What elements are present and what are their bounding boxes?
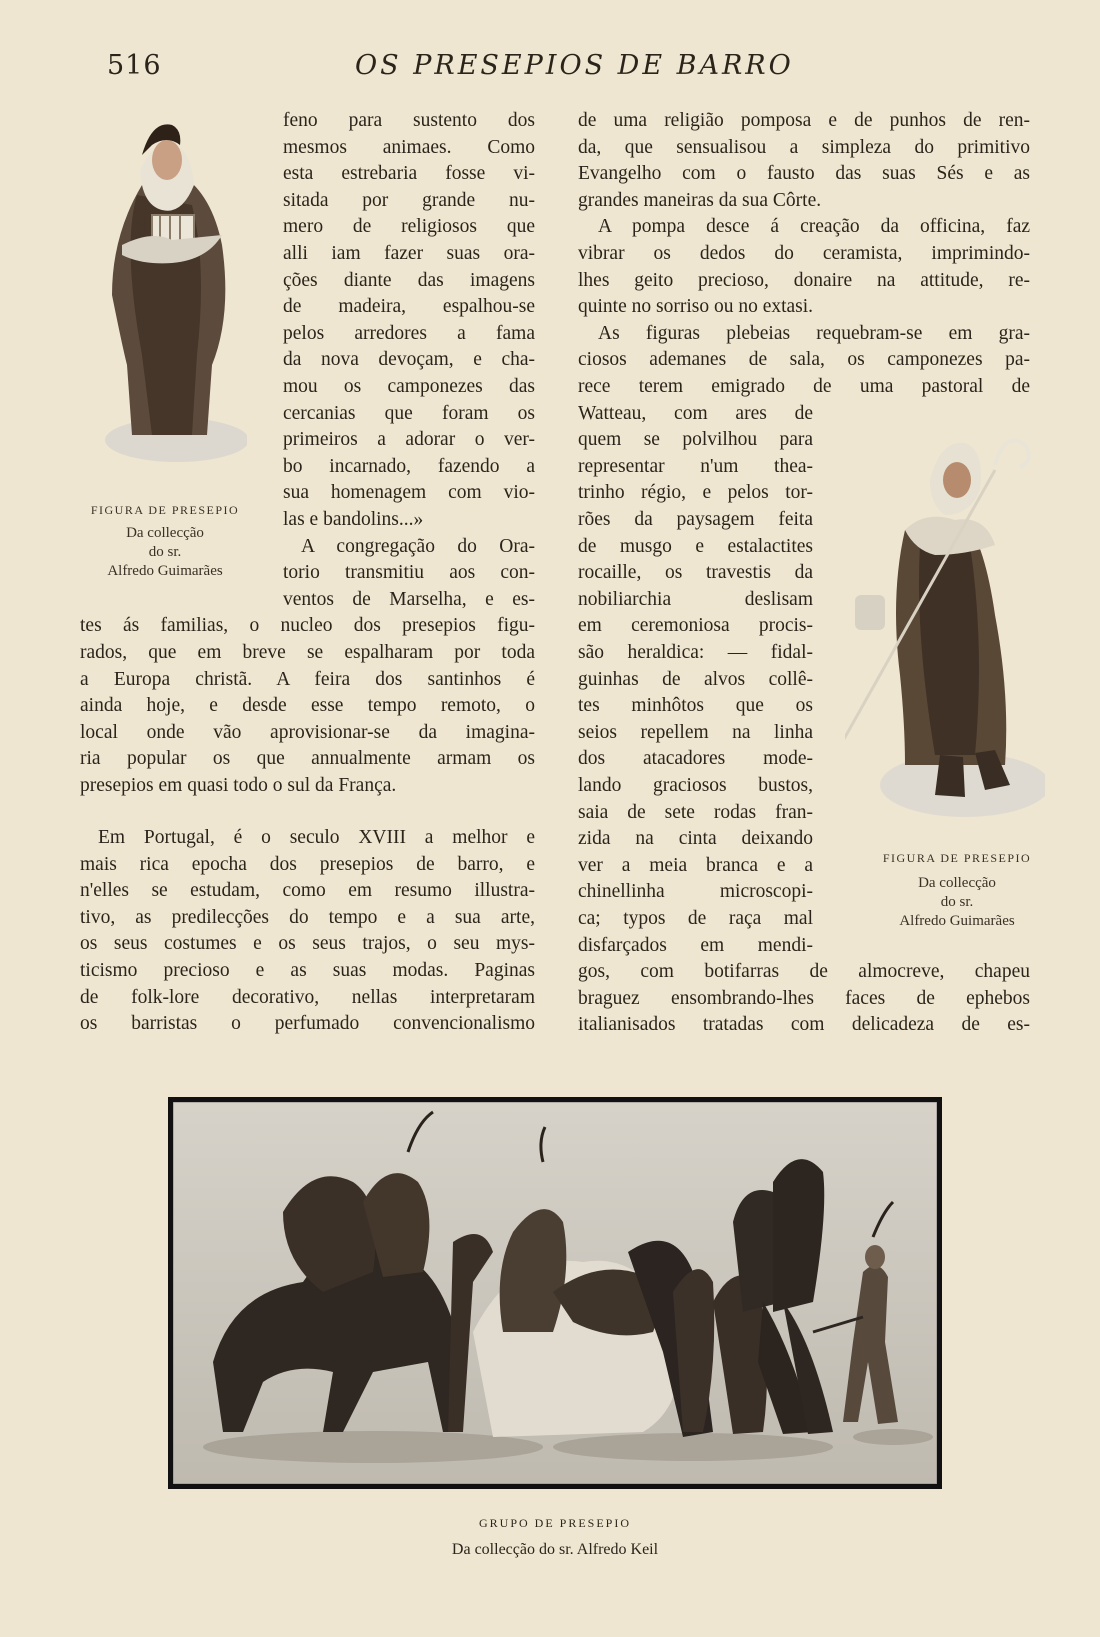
text-line: tes ás familias, o nucleo dos presepios figu- (80, 615, 535, 637)
text-line: quinte no sorriso ou no extasi. (578, 296, 814, 318)
page-title: OS PRESEPIOS DE BARRO (355, 50, 794, 81)
text-line: las e bandolins...» (283, 509, 424, 530)
text-line: pelos arredores a fama (283, 322, 535, 344)
text-line: a Europa christã. A feira dos santinhos é (80, 668, 535, 690)
text-line: mais rica epocha dos presepios de barro, e (80, 853, 535, 875)
group-photograph (168, 1097, 942, 1489)
text-line: de folk-lore decorativo, nellas interpretaram (80, 986, 535, 1008)
text-line: Em Portugal, é o seculo XVIII a melhor e (98, 827, 535, 848)
text-line: ções diante das imagens (283, 269, 535, 291)
text-line: mesmos animaes. Como (283, 136, 535, 158)
text-line: seios repellem na linha (578, 721, 813, 743)
text-line: em ceremoniosa procis- (578, 615, 813, 637)
figure-right-caption-line: do sr. (940, 894, 974, 910)
text-line: sitada por grande nu- (283, 189, 535, 211)
text-line: vibrar os dedos do ceramista, imprimindo- (578, 243, 1030, 264)
figure-left-caption-line: Alfredo Guimarães (107, 563, 223, 579)
text-line: ticismo precioso e as suas modas. Paginas (80, 960, 535, 981)
figure-left-caption (70, 503, 260, 581)
text-line: Watteau, com ares de (578, 402, 813, 424)
text-line: os barristas o perfumado convencionalismo (80, 1013, 535, 1035)
text-line: ver a meia branca e a (578, 854, 813, 876)
text-line: tes minhôtos que os (578, 695, 813, 717)
text-line: nobiliarchia deslisam (578, 588, 813, 610)
group-caption-title: GRUPO DE PRESEPIO (478, 1516, 632, 1530)
figure-left-image (82, 115, 247, 487)
text-line: Evangelho com o fausto das suas Sés e as (578, 163, 1030, 185)
text-line: gos, com botifarras de almocreve, chapeu (578, 961, 1030, 983)
text-line: saia de sete rodas fran- (578, 801, 813, 823)
page-number: 516 (107, 50, 162, 81)
text-line: A congregação do Ora- (301, 535, 535, 557)
text-line: primeiros a adorar o ver- (283, 429, 535, 451)
text-line: A pompa desce á creação da officina, faz (598, 216, 1030, 238)
text-line: rocaille, os travestis da (578, 562, 813, 584)
text-line: representar n'um thea- (578, 455, 813, 477)
text-line: trinho régio, e pelos tor- (578, 482, 813, 504)
text-line: ria popular os que annualmente armam os (80, 748, 535, 770)
group-caption-line: Da collecção do sr. Alfredo Keil (451, 1541, 659, 1558)
text-line: rados, que em breve se espalharam por toda (80, 642, 535, 663)
text-line: tivo, as predilecções do tempo e a sua arte, (80, 906, 535, 928)
text-line: mero de religiosos que (283, 216, 535, 238)
text-line: chinellinha microscopi- (578, 881, 813, 903)
figure-right-caption-line: Alfredo Guimarães (899, 913, 1015, 929)
text-line: ciosos ademanes de sala, os camponezes pa- (578, 349, 1030, 371)
text-line: cercanias que foram os (283, 402, 535, 424)
figure-right-caption-line: Da collecção (918, 875, 996, 891)
text-line: bo incarnado, fazendo a (283, 455, 535, 477)
text-line: grandes maneiras da sua Côrte. (578, 189, 822, 211)
figure-right-caption (862, 851, 1052, 931)
text-line: dos atacadores mode- (578, 748, 813, 770)
text-line: rões da paysagem feita (578, 509, 813, 530)
text-line: local onde vão aprovisionar-se da imagina- (80, 721, 535, 743)
text-line: os seus costumes e os seus trajos, o seu mys- (80, 933, 535, 955)
text-line: lando graciosos bustos, (578, 775, 813, 796)
text-line: torio transmitiu aos con- (283, 562, 535, 584)
text-line: guinhas de alvos collê- (578, 668, 813, 690)
figure-right-image (845, 435, 1045, 835)
text-line: quem se polvilhou para (578, 429, 813, 451)
text-line: n'elles se estudam, como em resumo illustra- (80, 880, 535, 902)
photograph-content (173, 1102, 937, 1484)
text-line: lhes geito precioso, donaire na attitude, re- (578, 269, 1030, 291)
figure-left-caption-title: FIGURA DE PRESEPIO (90, 503, 240, 517)
text-line: da, que sensualisou a simpleza do primitivo (578, 136, 1030, 158)
text-line: são heraldica: — fidal- (578, 642, 813, 663)
text-line: da nova devoçam, e cha- (283, 349, 535, 371)
text-line: feno para sustento dos (283, 110, 535, 131)
text-line: italianisados tratadas com delicadeza de es- (578, 1014, 1030, 1036)
text-line: disfarçados em mendi- (578, 934, 813, 956)
text-line: ainda hoje, e desde esse tempo remoto, o (80, 695, 535, 717)
text-line: ca; typos de raça mal (578, 908, 813, 929)
figure-right-caption-title: FIGURA DE PRESEPIO (882, 851, 1032, 865)
text-line: rece terem emigrado de uma pastoral de (578, 376, 1030, 397)
text-line: zida na cinta deixando (578, 828, 813, 850)
text-line: de uma religião pomposa e de punhos de ren- (578, 110, 1030, 131)
figure-left-caption-line: Da collecção (126, 525, 204, 541)
text-line: alli iam fazer suas ora- (283, 243, 535, 264)
text-line: esta estrebaria fosse vi- (283, 163, 535, 185)
text-line: As figuras plebeias requebram-se em gra- (598, 322, 1030, 344)
text-line: de madeira, espalhou-se (283, 296, 535, 318)
text-line: de musgo e estalactites (578, 535, 813, 557)
text-line: mou os camponezes das (283, 376, 535, 397)
text-line: presepios em quasi todo o sul da França. (80, 775, 397, 796)
text-line: sua homenagem com vio- (283, 482, 535, 504)
text-line: braguez ensombrando-lhes faces de ephebos (578, 987, 1030, 1009)
text-line: ventos de Marselha, e es- (283, 588, 535, 610)
figure-left-caption-line: do sr. (148, 544, 182, 560)
